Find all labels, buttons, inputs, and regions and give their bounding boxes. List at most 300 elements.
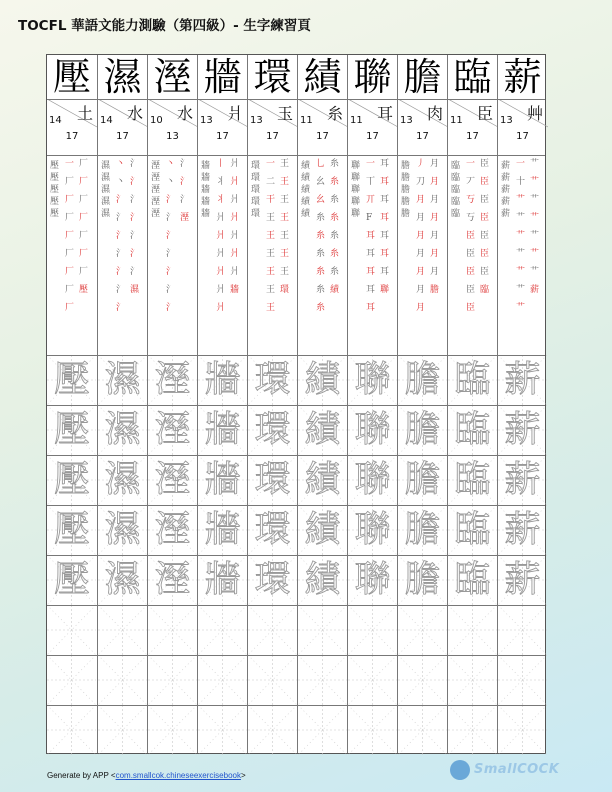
guide-lines (348, 655, 397, 705)
char-radical: 玉 (276, 104, 293, 123)
trace-cell[interactable] (348, 555, 397, 605)
stroke-step: 氵 (116, 303, 126, 313)
trace-character: 環 (254, 459, 291, 500)
trace-cell[interactable] (498, 405, 547, 455)
practice-sheet (46, 54, 546, 754)
stroke-step: 艹 (516, 267, 526, 277)
trace-character: 臨 (454, 459, 491, 500)
stroke-step: 厂 (79, 249, 89, 259)
blank-practice-cell[interactable] (148, 655, 197, 705)
stroke-step-example: 牆 (201, 197, 211, 207)
stroke-step: 乚 (316, 159, 326, 169)
stroke-step: 一 (266, 159, 276, 169)
model-character: 績 (303, 55, 342, 99)
blank-practice-cell[interactable] (348, 605, 397, 655)
char-column (97, 55, 147, 753)
stroke-step-example: 績 (301, 173, 311, 183)
stroke-step: 王 (280, 267, 290, 277)
stroke-step: 一 (366, 159, 376, 169)
stroke-step: 艹 (516, 249, 526, 259)
char-column (397, 55, 447, 753)
blank-practice-cell[interactable] (198, 605, 247, 655)
stroke-step-example: 壓 (50, 185, 60, 195)
trace-cell[interactable] (498, 455, 547, 505)
stroke-step: 丶 (116, 159, 126, 169)
trace-cell[interactable] (248, 455, 297, 505)
stroke-step: 績 (330, 285, 340, 295)
trace-character: 壓 (53, 459, 90, 500)
stroke-order (248, 155, 297, 355)
trace-cell[interactable] (498, 555, 547, 605)
model-character: 薪 (503, 55, 542, 99)
trace-cell[interactable] (198, 355, 247, 405)
blank-practice-cell[interactable] (448, 705, 497, 755)
stroke-step-example: 績 (301, 161, 311, 171)
total-stroke-count: 17 (416, 131, 429, 142)
trace-cell[interactable] (148, 555, 197, 605)
page-title: TOCFL 華語文能力測驗（第四級）- 生字練習頁 (18, 18, 311, 34)
stroke-step: 丨 (216, 159, 226, 169)
stroke-step-example: 溼 (151, 161, 161, 171)
trace-character: 環 (254, 509, 291, 550)
char-column (297, 55, 347, 753)
trace-cell[interactable] (498, 355, 547, 405)
trace-character: 壓 (53, 409, 90, 450)
stroke-step: 幺 (316, 195, 326, 205)
blank-practice-cell[interactable] (398, 605, 447, 655)
radical-stroke-count: 13 (500, 115, 513, 126)
radical-stroke-count: 13 (200, 115, 213, 126)
blank-practice-cell[interactable] (198, 655, 247, 705)
guide-lines (448, 705, 497, 755)
stroke-step: 牆 (230, 285, 240, 295)
stroke-step: 氵 (130, 213, 140, 223)
stroke-step: 丬 (216, 177, 226, 187)
stroke-step: 臣 (480, 267, 490, 277)
stroke-step: 月 (430, 267, 440, 277)
stroke-step-example: 環 (251, 185, 261, 195)
stroke-step: 爿 (216, 213, 226, 223)
trace-character: 薪 (504, 459, 541, 500)
guide-lines (248, 605, 297, 655)
trace-cell[interactable] (398, 555, 447, 605)
stroke-step: 艹 (530, 267, 540, 277)
blank-practice-cell[interactable] (248, 605, 297, 655)
stroke-step: 氵 (130, 231, 140, 241)
stroke-step-example: 濕 (101, 185, 111, 195)
total-stroke-count: 17 (216, 131, 229, 142)
stroke-step: 艹 (530, 213, 540, 223)
trace-cell[interactable] (47, 405, 97, 455)
stroke-step: 糸 (330, 249, 340, 259)
stroke-step: 月 (430, 213, 440, 223)
stroke-step: 爿 (230, 213, 240, 223)
row-divider (47, 155, 545, 156)
trace-character: 牆 (204, 409, 241, 450)
guide-lines (398, 605, 447, 655)
char-radical: 艸 (526, 104, 543, 123)
blank-practice-cell[interactable] (448, 655, 497, 705)
trace-cell[interactable] (298, 555, 347, 605)
blank-practice-cell[interactable] (148, 605, 197, 655)
trace-cell[interactable] (148, 355, 197, 405)
trace-cell[interactable] (348, 405, 397, 455)
guide-lines (198, 605, 247, 655)
char-info (248, 99, 297, 155)
char-radical: 水 (176, 104, 193, 123)
logo (450, 760, 578, 782)
trace-cell[interactable] (98, 355, 147, 405)
trace-character: 績 (304, 459, 341, 500)
stroke-step: 氵 (180, 177, 190, 187)
trace-character: 聯 (354, 409, 391, 450)
trace-cell[interactable] (448, 505, 497, 555)
stroke-step-example: 膽 (401, 173, 411, 183)
char-info (148, 99, 197, 155)
stroke-step: 臣 (480, 159, 490, 169)
stroke-step: 厂 (65, 303, 75, 313)
trace-character: 壓 (53, 509, 90, 550)
stroke-step-example: 溼 (151, 209, 161, 219)
stroke-step: 爿 (230, 195, 240, 205)
stroke-step: 丿 (416, 159, 426, 169)
stroke-step-example: 聯 (351, 197, 361, 207)
stroke-step-example: 膽 (401, 161, 411, 171)
stroke-step-example: 薪 (501, 197, 511, 207)
stroke-step: 二 (266, 177, 276, 187)
row-divider (47, 405, 545, 406)
guide-lines (47, 605, 96, 655)
stroke-step: 氵 (116, 213, 126, 223)
char-radical: 土 (76, 104, 93, 123)
stroke-step: 月 (430, 177, 440, 187)
trace-cell[interactable] (47, 555, 97, 605)
trace-character: 臨 (454, 509, 491, 550)
blank-practice-cell[interactable] (348, 655, 397, 705)
trace-cell[interactable] (398, 355, 447, 405)
stroke-step: 臣 (466, 267, 476, 277)
guide-lines (348, 705, 397, 755)
blank-practice-cell[interactable] (498, 705, 547, 755)
model-character: 濕 (103, 55, 142, 99)
trace-cell[interactable] (47, 355, 97, 405)
trace-character: 環 (254, 409, 291, 450)
stroke-step: 艹 (530, 249, 540, 259)
stroke-step: 丌 (366, 195, 376, 205)
stroke-step: 溼 (180, 213, 190, 223)
trace-character: 膽 (404, 509, 441, 550)
trace-cell[interactable] (47, 455, 97, 505)
trace-cell[interactable] (148, 405, 197, 455)
stroke-order (348, 155, 397, 355)
stroke-step: 王 (266, 285, 276, 295)
stroke-step: 臣 (466, 231, 476, 241)
trace-cell[interactable] (398, 505, 447, 555)
trace-cell[interactable] (98, 455, 147, 505)
guide-lines (498, 705, 547, 755)
blank-practice-cell[interactable] (47, 705, 97, 755)
stroke-step-example: 環 (251, 197, 261, 207)
stroke-order (98, 155, 147, 355)
trace-cell[interactable] (298, 455, 347, 505)
stroke-step-example: 薪 (501, 173, 511, 183)
trace-cell[interactable] (47, 505, 97, 555)
guide-lines (248, 655, 297, 705)
trace-cell[interactable] (348, 355, 397, 405)
trace-cell[interactable] (298, 405, 347, 455)
stroke-step: 月 (430, 159, 440, 169)
stroke-step: 王 (280, 231, 290, 241)
blank-practice-cell[interactable] (398, 705, 447, 755)
trace-character: 聯 (354, 559, 391, 600)
stroke-step: 氵 (166, 303, 176, 313)
guide-lines (47, 655, 96, 705)
trace-cell[interactable] (98, 405, 147, 455)
trace-cell[interactable] (448, 405, 497, 455)
stroke-step: 臣 (466, 285, 476, 295)
blank-practice-cell[interactable] (248, 705, 297, 755)
stroke-step: 糸 (316, 285, 326, 295)
stroke-step: 艹 (516, 195, 526, 205)
stroke-step: 月 (416, 285, 426, 295)
char-radical: 臣 (476, 104, 493, 123)
trace-cell[interactable] (198, 455, 247, 505)
char-column (197, 55, 247, 753)
stroke-step: 丬 (216, 195, 226, 205)
trace-character: 績 (304, 559, 341, 600)
trace-character: 壓 (53, 559, 90, 600)
blank-practice-cell[interactable] (298, 655, 347, 705)
logo-text: SmallCOCK (474, 762, 560, 777)
blank-practice-cell[interactable] (148, 705, 197, 755)
trace-cell[interactable] (398, 455, 447, 505)
trace-cell[interactable] (198, 505, 247, 555)
char-column (347, 55, 397, 753)
blank-practice-cell[interactable] (498, 655, 547, 705)
stroke-step: 爿 (216, 267, 226, 277)
blank-practice-cell[interactable] (298, 605, 347, 655)
stroke-step-example: 環 (251, 173, 261, 183)
blank-practice-cell[interactable] (398, 655, 447, 705)
stroke-order (448, 155, 497, 355)
stroke-step: 王 (280, 249, 290, 259)
stroke-step: 耳 (380, 159, 390, 169)
stroke-step: 厂 (65, 267, 75, 277)
stroke-step: 王 (266, 231, 276, 241)
model-character: 牆 (203, 55, 242, 99)
stroke-step: 艹 (516, 213, 526, 223)
stroke-step-example: 壓 (50, 197, 60, 207)
guide-lines (298, 655, 347, 705)
char-radical: 肉 (426, 104, 443, 123)
stroke-step: 厂 (65, 249, 75, 259)
stroke-step: 氵 (166, 249, 176, 259)
stroke-step: 月 (416, 195, 426, 205)
stroke-step: 厂 (65, 213, 75, 223)
stroke-step-example: 聯 (351, 161, 361, 171)
stroke-step: 丶 (166, 159, 176, 169)
trace-cell[interactable] (298, 355, 347, 405)
stroke-step: 耳 (380, 177, 390, 187)
stroke-step-example: 壓 (50, 161, 60, 171)
stroke-step: 一 (466, 159, 476, 169)
trace-cell[interactable] (198, 555, 247, 605)
stroke-step: 臣 (480, 177, 490, 187)
total-stroke-count: 17 (316, 131, 329, 142)
blank-practice-cell[interactable] (248, 655, 297, 705)
stroke-step: 十 (516, 177, 526, 187)
blank-practice-cell[interactable] (98, 605, 147, 655)
trace-character: 濕 (104, 509, 141, 550)
blank-practice-cell[interactable] (298, 705, 347, 755)
trace-cell[interactable] (298, 505, 347, 555)
model-character: 環 (253, 55, 292, 99)
stroke-step: 厂 (79, 177, 89, 187)
trace-character: 臨 (454, 559, 491, 600)
stroke-step: 爿 (216, 249, 226, 259)
radical-stroke-count: 10 (150, 115, 163, 126)
trace-cell[interactable] (98, 555, 147, 605)
guide-lines (498, 655, 547, 705)
stroke-step-example: 薪 (501, 161, 511, 171)
stroke-step: 氵 (166, 213, 176, 223)
stroke-step: 耳 (366, 285, 376, 295)
stroke-step-example: 聯 (351, 185, 361, 195)
trace-character: 環 (254, 359, 291, 400)
char-info (498, 99, 547, 155)
stroke-step: 耳 (366, 267, 376, 277)
stroke-step: 氵 (166, 285, 176, 295)
radical-stroke-count: 11 (450, 115, 463, 126)
stroke-step-example: 薪 (501, 185, 511, 195)
radical-stroke-count: 14 (100, 115, 113, 126)
trace-cell[interactable] (248, 505, 297, 555)
stroke-step-example: 牆 (201, 173, 211, 183)
stroke-step: 臣 (480, 195, 490, 205)
stroke-step: 艹 (530, 231, 540, 241)
trace-cell[interactable] (148, 455, 197, 505)
trace-cell[interactable] (148, 505, 197, 555)
trace-cell[interactable] (348, 505, 397, 555)
stroke-step: 壓 (79, 285, 89, 295)
blank-practice-cell[interactable] (348, 705, 397, 755)
guide-lines (47, 705, 96, 755)
trace-character: 溼 (154, 459, 191, 500)
stroke-step-example: 臨 (451, 209, 461, 219)
char-info (348, 99, 397, 155)
guide-lines (298, 605, 347, 655)
stroke-step: 丂 (466, 213, 476, 223)
stroke-step: 丂 (466, 195, 476, 205)
stroke-order (298, 155, 347, 355)
row-divider (47, 605, 545, 606)
stroke-step: 氵 (166, 195, 176, 205)
char-radical: 爿 (226, 104, 243, 123)
stroke-step: 環 (280, 285, 290, 295)
guide-lines (148, 605, 197, 655)
stroke-step: 丅 (366, 177, 376, 187)
stroke-step: 氵 (116, 231, 126, 241)
stroke-step: 臨 (480, 285, 490, 295)
stroke-step: 厂 (79, 231, 89, 241)
row-divider (47, 705, 545, 706)
stroke-step: 糸 (316, 249, 326, 259)
stroke-step: 薪 (530, 285, 540, 295)
stroke-step-example: 績 (301, 185, 311, 195)
trace-cell[interactable] (248, 355, 297, 405)
blank-practice-cell[interactable] (47, 605, 97, 655)
trace-character: 薪 (504, 559, 541, 600)
stroke-step: 氵 (130, 267, 140, 277)
app-link[interactable]: com.smallcok.chineseexercisebook (115, 771, 241, 780)
trace-cell[interactable] (448, 455, 497, 505)
stroke-step-example: 濕 (101, 161, 111, 171)
trace-character: 溼 (154, 559, 191, 600)
char-radical: 耳 (376, 104, 393, 123)
trace-character: 臨 (454, 409, 491, 450)
trace-cell[interactable] (198, 405, 247, 455)
trace-cell[interactable] (448, 355, 497, 405)
row-divider (47, 455, 545, 456)
guide-lines (98, 655, 147, 705)
trace-cell[interactable] (248, 555, 297, 605)
stroke-step: 糸 (316, 213, 326, 223)
stroke-step-example: 溼 (151, 173, 161, 183)
trace-cell[interactable] (348, 455, 397, 505)
char-column (497, 55, 547, 753)
stroke-step: 爿 (216, 303, 226, 313)
stroke-step-example: 濕 (101, 209, 111, 219)
blank-practice-cell[interactable] (498, 605, 547, 655)
stroke-step: 濕 (130, 285, 140, 295)
stroke-step-example: 膽 (401, 197, 411, 207)
char-column (147, 55, 197, 753)
trace-cell[interactable] (398, 405, 447, 455)
stroke-step: 月 (416, 249, 426, 259)
trace-cell[interactable] (448, 555, 497, 605)
blank-practice-cell[interactable] (198, 705, 247, 755)
trace-cell[interactable] (98, 505, 147, 555)
trace-cell[interactable] (248, 405, 297, 455)
stroke-step-example: 臨 (451, 173, 461, 183)
total-stroke-count: 17 (65, 131, 79, 142)
stroke-step: 王 (280, 177, 290, 187)
blank-practice-cell[interactable] (448, 605, 497, 655)
char-radical: 水 (126, 104, 143, 123)
trace-character: 膽 (404, 459, 441, 500)
stroke-step: 氵 (116, 195, 126, 205)
stroke-step-example: 牆 (201, 161, 211, 171)
trace-character: 聯 (354, 359, 391, 400)
trace-character: 聯 (354, 459, 391, 500)
stroke-step: 一 (65, 159, 75, 169)
trace-cell[interactable] (498, 505, 547, 555)
blank-practice-cell[interactable] (98, 655, 147, 705)
stroke-step: 爿 (230, 177, 240, 187)
guide-lines (198, 655, 247, 705)
stroke-step-example: 膽 (401, 209, 411, 219)
stroke-step: 月 (416, 231, 426, 241)
stroke-step: 干 (266, 195, 276, 205)
guide-lines (398, 655, 447, 705)
trace-character: 薪 (504, 359, 541, 400)
trace-character: 牆 (204, 509, 241, 550)
trace-character: 濕 (104, 459, 141, 500)
stroke-step: 丆 (466, 177, 476, 187)
blank-practice-cell[interactable] (47, 655, 97, 705)
blank-practice-cell[interactable] (98, 705, 147, 755)
stroke-step: 艹 (530, 159, 540, 169)
